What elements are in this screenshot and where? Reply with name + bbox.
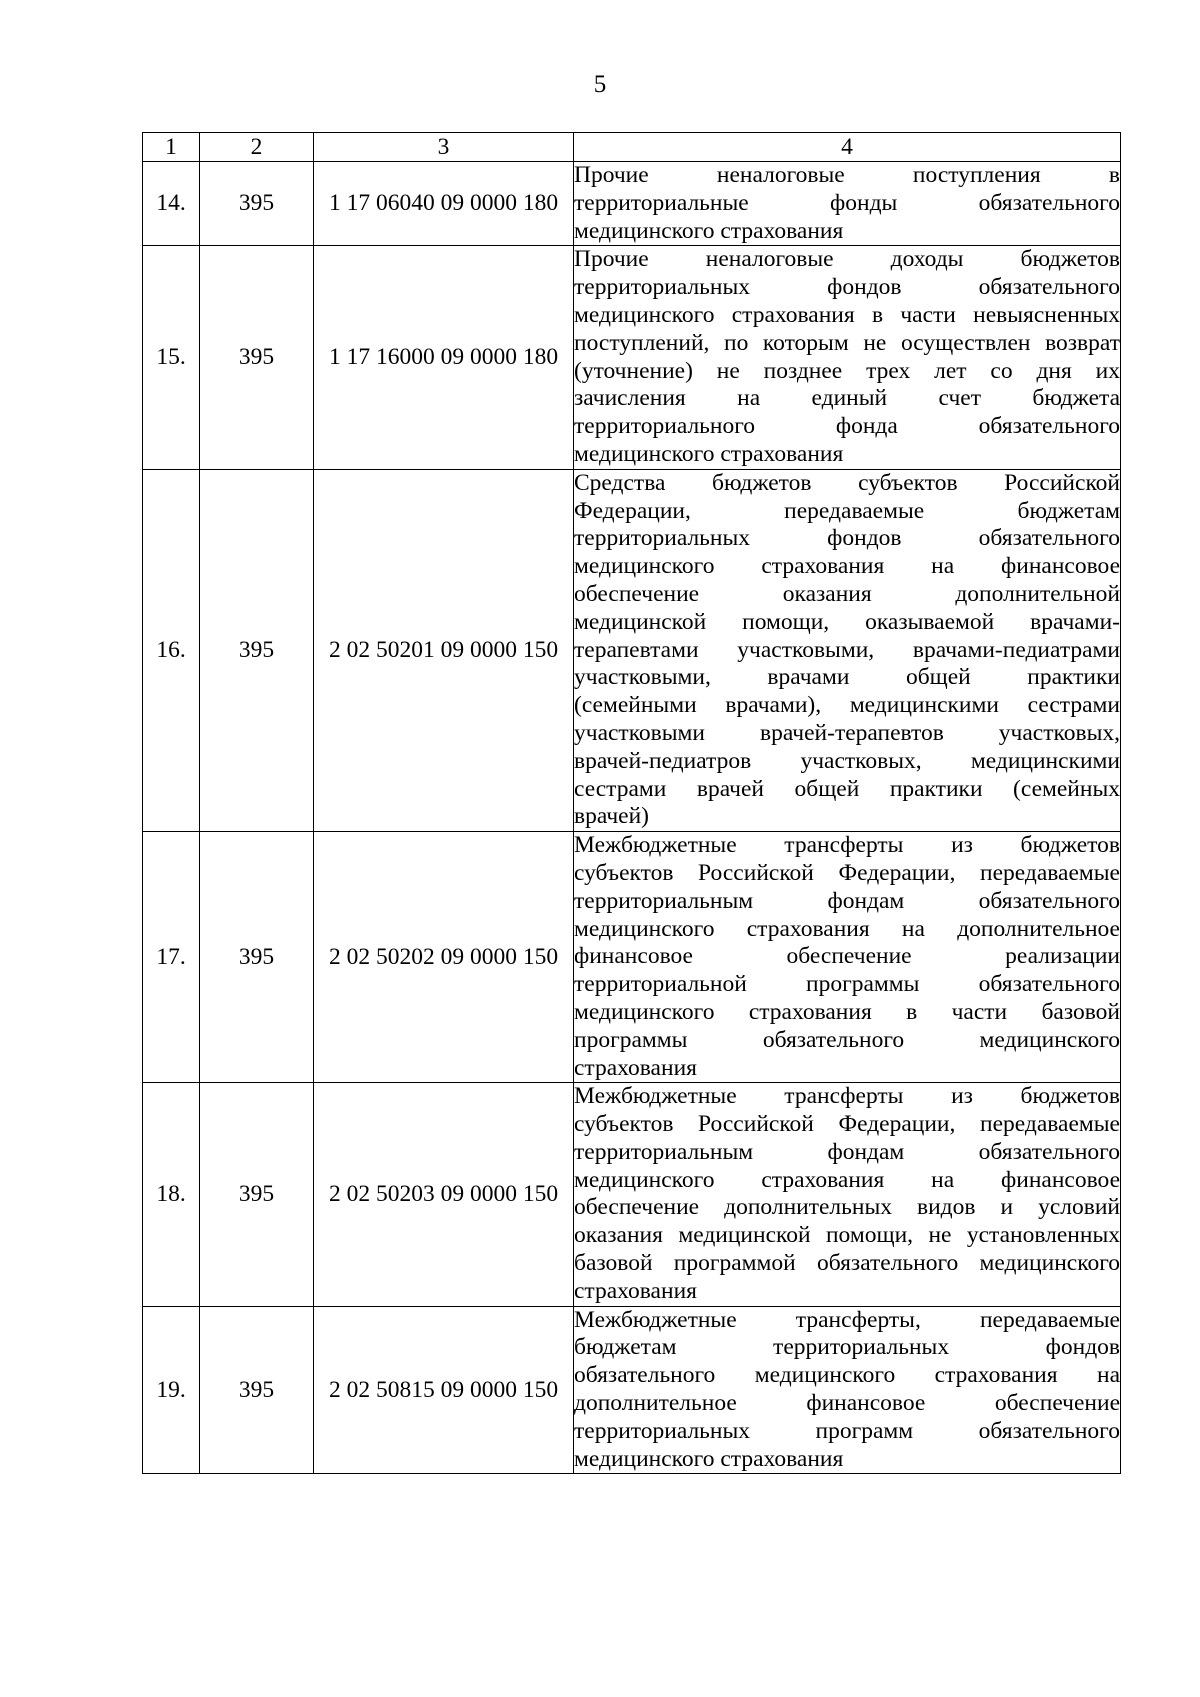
budget-code-cell: 1 17 06040 09 0000 180 bbox=[314, 162, 574, 246]
description-line: поступлений, по которым не осуществлен возврат bbox=[574, 329, 1120, 356]
row-number-cell: 16. bbox=[143, 469, 200, 831]
description-line: медицинского страхования в части невыясненных bbox=[574, 301, 1120, 328]
description-line: финансовое обеспечение реализации bbox=[574, 943, 1120, 970]
description-line: медицинской помощи, оказываемой врачами- bbox=[574, 608, 1120, 635]
table-header-row bbox=[143, 133, 1121, 162]
description-line: обеспечение дополнительных видов и условий bbox=[574, 1194, 1120, 1221]
row-number-cell: 19. bbox=[143, 1306, 200, 1474]
description-line: участковыми, врачами общей практики bbox=[574, 664, 1120, 691]
table-row bbox=[143, 246, 1121, 469]
description-line: медицинского страхования bbox=[574, 217, 844, 244]
description-line: врачей) bbox=[574, 803, 649, 830]
description-cell bbox=[574, 469, 1121, 831]
description-line: медицинского страхования bbox=[574, 1445, 844, 1472]
admin-code-cell: 395 bbox=[200, 1306, 314, 1474]
description-line: обязательного медицинского страхования на bbox=[574, 1362, 1120, 1389]
description-line: базовой программой обязательного медицинского bbox=[574, 1250, 1120, 1277]
description-line: Прочие неналоговые поступления в bbox=[574, 162, 1120, 188]
budget-code-cell: 2 02 50203 09 0000 150 bbox=[314, 1083, 574, 1306]
admin-code-cell: 395 bbox=[200, 162, 314, 246]
description-line: территориального фонда обязательного bbox=[574, 413, 1120, 440]
table-body bbox=[143, 133, 1121, 1474]
description-line: дополнительное финансовое обеспечение bbox=[574, 1390, 1120, 1417]
description-line: Межбюджетные трансферты, передаваемые bbox=[574, 1306, 1120, 1333]
description-line: медицинского страхования в части базовой bbox=[574, 998, 1120, 1025]
budget-code-cell: 2 02 50815 09 0000 150 bbox=[314, 1306, 574, 1474]
column-header: 3 bbox=[314, 133, 574, 162]
description-line: (уточнение) не позднее трех лет со дня их bbox=[574, 357, 1120, 384]
description-cell bbox=[574, 1083, 1121, 1306]
description-line: (семейными врачами), медицинскими сестрами bbox=[574, 692, 1120, 719]
description-line: сестрами врачей общей практики (семейных bbox=[574, 775, 1120, 802]
description-line: страхования bbox=[574, 1277, 697, 1304]
description-line: медицинского страхования bbox=[574, 440, 844, 467]
description-line: врачей-педиатров участковых, медицинскими bbox=[574, 747, 1120, 774]
column-header: 1 bbox=[143, 133, 200, 162]
description-line: территориальных программ обязательного bbox=[574, 1417, 1120, 1444]
description-line: бюджетам территориальных фондов bbox=[574, 1334, 1120, 1361]
admin-code-cell: 395 bbox=[200, 832, 314, 1083]
table-row bbox=[143, 1306, 1121, 1474]
row-number-cell: 17. bbox=[143, 832, 200, 1083]
description-line: обеспечение оказания дополнительной bbox=[574, 580, 1120, 607]
row-number-cell: 18. bbox=[143, 1083, 200, 1306]
budget-code-cell: 2 02 50202 09 0000 150 bbox=[314, 832, 574, 1083]
budget-code-cell: 2 02 50201 09 0000 150 bbox=[314, 469, 574, 831]
description-cell bbox=[574, 832, 1121, 1083]
description-line: Средства бюджетов субъектов Российской bbox=[574, 469, 1120, 496]
description-line: территориальным фондам обязательного bbox=[574, 1138, 1120, 1165]
description-line: территориальных фондов обязательного bbox=[574, 274, 1120, 301]
description-line: территориальных фондов обязательного bbox=[574, 525, 1120, 552]
column-header: 2 bbox=[200, 133, 314, 162]
admin-code-cell: 395 bbox=[200, 246, 314, 469]
revenue-codes-table bbox=[142, 132, 1121, 1474]
description-cell bbox=[574, 162, 1121, 246]
row-number-cell: 14. bbox=[143, 162, 200, 246]
column-header: 4 bbox=[574, 133, 1121, 162]
description-line: оказания медицинской помощи, не установленных bbox=[574, 1222, 1120, 1249]
admin-code-cell: 395 bbox=[200, 469, 314, 831]
description-line: территориальной программы обязательного bbox=[574, 971, 1120, 998]
admin-code-cell: 395 bbox=[200, 1083, 314, 1306]
table-row bbox=[143, 1083, 1121, 1306]
description-line: Федерации, передаваемые бюджетам bbox=[574, 497, 1120, 524]
table-row bbox=[143, 832, 1121, 1083]
description-cell bbox=[574, 1306, 1121, 1474]
description-line: субъектов Российской Федерации, передаваемые bbox=[574, 859, 1120, 886]
table-row bbox=[143, 469, 1121, 831]
description-line: Межбюджетные трансферты из бюджетов bbox=[574, 1083, 1120, 1110]
description-line: страхования bbox=[574, 1054, 697, 1081]
description-cell bbox=[574, 246, 1121, 469]
description-line: Прочие неналоговые доходы бюджетов bbox=[574, 246, 1120, 273]
description-line: терапевтами участковыми, врачами-педиатрами bbox=[574, 636, 1120, 663]
description-line: медицинского страхования на финансовое bbox=[574, 1166, 1120, 1193]
description-line: зачисления на единый счет бюджета bbox=[574, 385, 1120, 412]
description-line: программы обязательного медицинского bbox=[574, 1026, 1120, 1053]
description-line: медицинского страхования на финансовое bbox=[574, 553, 1120, 580]
table-row bbox=[143, 162, 1121, 246]
row-number-cell: 15. bbox=[143, 246, 200, 469]
description-line: территориальные фонды обязательного bbox=[574, 189, 1120, 216]
description-line: участковыми врачей-терапевтов участковых, bbox=[574, 719, 1120, 746]
page-number: 5 bbox=[593, 71, 607, 98]
description-line: территориальным фондам обязательного bbox=[574, 887, 1120, 914]
description-line: субъектов Российской Федерации, передаваемые bbox=[574, 1111, 1120, 1138]
description-line: медицинского страхования на дополнительное bbox=[574, 915, 1120, 942]
description-line: Межбюджетные трансферты из бюджетов bbox=[574, 832, 1120, 859]
budget-code-cell: 1 17 16000 09 0000 180 bbox=[314, 246, 574, 469]
